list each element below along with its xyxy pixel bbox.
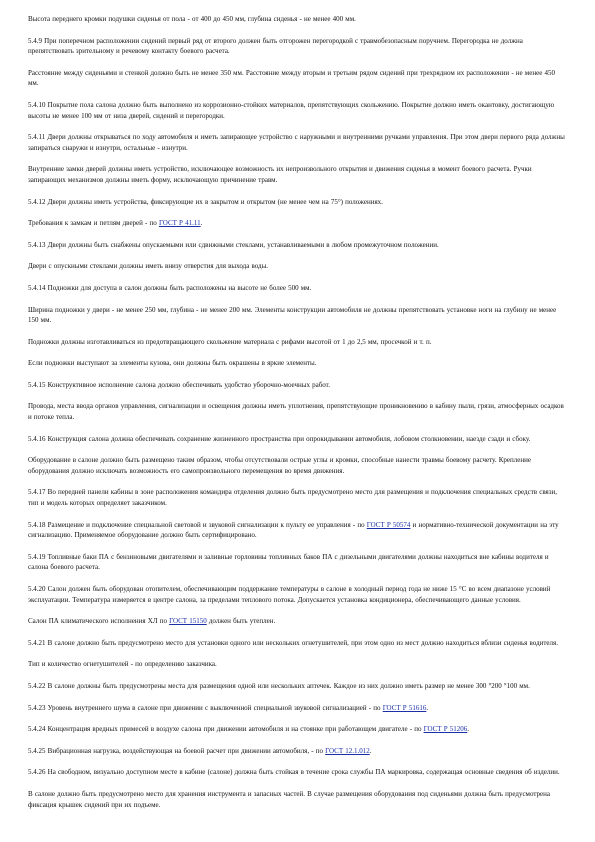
paragraph-text: . bbox=[200, 219, 203, 228]
paragraph: 5.4.20 Салон должен быть оборудован отопителем, обеспечивающим поддержание температуры в салоне в холодный период года не ниже 15 °С во всем диапазоне условий эксплуатации. Температура измеряется в центре салона, за пределами теплового потока. Допускается установка кондиционера, обеспечивающего данные условия. bbox=[28, 585, 551, 604]
paragraph bbox=[28, 520, 567, 541]
paragraph-text: 5.4.18 Размещение и подключение специальной световой и звуковой сигнализации к пульту ее управления - по bbox=[28, 520, 367, 529]
paragraph-text: Требования к замкам и петлям дверей - по bbox=[28, 219, 159, 228]
paragraph: 5.4.19 Топливные баки ПА с бензиновыми двигателями и заливные горловины топливных баков ПА с дизельными двигателями должны находиться вне кабины водителя и салона боевого расчета. bbox=[28, 552, 549, 572]
paragraph: Подножки должны изготавливаться из предотвращающего скольжение материала с рифами высотой от 1 до 2,5 мм, просечкой и т. п. bbox=[28, 337, 432, 346]
paragraph: Тип и количество огнетушителей - по определению заказчика. bbox=[28, 660, 217, 669]
paragraph-text: 5.4.24 Концентрация вредных примесей в воздухе салона при движении автомобиля и на стоянке при работающем двигателе - по bbox=[28, 725, 424, 734]
paragraph: В салоне должно быть предусмотрено место для хранения инструмента и запасных частей. В случае размещения оборудования под сиденьями должна быть предусмотрена фиксация крышек сидений при их подъеме. bbox=[28, 789, 551, 809]
paragraph-text: 5.4.23 Уровень внутреннего шума в салоне при движении с выключенной специальной звуковой сигнализацией - по bbox=[28, 703, 383, 712]
paragraph: 5.4.13 Двери должны быть снабжены опускаемыми или сдвижными стеклами, устанавливаемыми в любом промежуточном положении. bbox=[28, 240, 439, 249]
standard-link[interactable]: ГОСТ Р 51616 bbox=[382, 703, 427, 712]
paragraph: 5.4.12 Двери должны иметь устройства, фиксирующие их в закрытом и открытом (не менее чем на 75°) положениях. bbox=[28, 197, 383, 206]
standard-link[interactable]: ГОСТ Р 51206 bbox=[423, 725, 468, 734]
paragraph: 5.4.14 Подножки для доступа в салон должны быть расположены на высоте не более 500 мм. bbox=[28, 283, 312, 292]
paragraph-text: . bbox=[369, 746, 372, 755]
standard-link[interactable]: ГОСТ 15150 bbox=[169, 617, 207, 626]
paragraph: Провода, места ввода органов управления, сигнализации и освещения должны иметь уплотнения, препятствующие проникновению в кабину пыли, грязи, атмосферных осадков и потоке тепла. bbox=[28, 402, 564, 422]
paragraph-text: . bbox=[426, 703, 429, 712]
paragraph-text: и нормативно-технической документации на эту сигнализацию. Применяемое оборудование должно быть сертифицировано. bbox=[28, 520, 559, 540]
paragraph: 5.4.16 Конструкция салона должна обеспечивать сохранение жизненного пространства при опрокидывании автомобиля, лобовом столкновении, наезде сзади и сбоку. bbox=[28, 434, 531, 443]
paragraph: 5.4.10 Покрытие пола салона должно быть выполнено из коррозионно-стойких материалов, препятствующих скольжению. Покрытие должно иметь окантовку, достигающую высоты не менее 100 мм от низа дверей, сидений и перегородки. bbox=[28, 100, 555, 120]
paragraph: 5.4.11 Двери должны открываться по ходу автомобиля и иметь запирающее устройство с наружными и внутренними ручками управления. При этом двери первого ряда должны запираться снаружи и изнутри, остальные - изнутри. bbox=[28, 133, 565, 152]
paragraph: Ширина подножки у двери - не менее 250 мм, глубина - не менее 200 мм. Элементы конструкции автомобиля не должны препятствовать установке ноги на глубину не менее 150 мм. bbox=[28, 305, 557, 325]
paragraph-text: Салон ПА климатического исполнения ХЛ по bbox=[28, 617, 170, 626]
paragraph: Высота переднего кромки подушки сиденья от пола - от 400 до 450 мм, глубина сиденья - не менее 400 мм. bbox=[28, 15, 356, 23]
paragraph bbox=[28, 746, 567, 757]
standard-link[interactable]: ГОСТ 12.1.012 bbox=[325, 746, 370, 755]
paragraph: Внутренние замки дверей должны иметь устройство, исключающее возможность их непроизвольного открытия и движения сиденья в момент боевого расчета. Ручки запирающих механизмов должны иметь форму, исключающую причинение травм. bbox=[28, 165, 532, 184]
paragraph: 5.4.26 На свободном, визуально доступном месте в кабине (салоне) должна быть стойкая в течение срока службы ПА маркировка, содержащая основные сведения об изделии. bbox=[28, 768, 560, 777]
paragraph-text: . bbox=[467, 725, 470, 734]
paragraph-text: 5.4.25 Вибрационная нагрузка, воздействующая на боевой расчет при движении автомобиля, - по bbox=[28, 746, 326, 755]
paragraph: 5.4.15 Конструктивное исполнение салона должно обеспечивать удобство уборочно-моечных работ. bbox=[28, 380, 330, 389]
paragraph: 5.4.9 При поперечном расположении сидений первый ряд от второго должен быть отгорожен перегородкой с травмобезопасным поручнем. Перегородка не должна препятствовать зрительному и речевому контакту боевого расчета. bbox=[28, 36, 523, 56]
paragraph bbox=[28, 724, 567, 735]
paragraph: Двери с опускными стеклами должны иметь внизу отверстия для выхода воды. bbox=[28, 262, 269, 271]
paragraph bbox=[28, 703, 567, 714]
paragraph: 5.4.17 Во передней панели кабины в зоне расположения командира отделения должно быть предусмотрено место для размещения и подключения специальных средств связи, тип и модель которых определяет заказчиком. bbox=[28, 488, 558, 508]
paragraph bbox=[28, 218, 567, 229]
paragraph: Расстояние между сиденьями и стенкой должно быть не менее 350 мм. Расстояние между вторым и третьим рядом сидений при трехрядном их расположении - не менее 450 мм. bbox=[28, 68, 555, 88]
paragraph: 5.4.21 В салоне должно быть предусмотрено место для установки одного или нескольких огнетушителей, при этом одно из мест должно находиться вблизи сиденья водителя. bbox=[28, 638, 559, 647]
paragraph: Оборудование в салоне должно быть размещено таким образом, чтобы отсутствовали острые углы и кромки, способные нанести травмы боевому расчету. Крепление оборудования должно исключать возможность его самопроизвольного перемещения во время движения. bbox=[28, 456, 531, 475]
paragraph-text: должен быть утеплен. bbox=[206, 617, 276, 626]
paragraph bbox=[28, 616, 567, 627]
standard-link[interactable]: ГОСТ Р 50574 bbox=[366, 520, 411, 529]
paragraph: 5.4.22 В салоне должны быть предусмотрены места для размещения одной или нескольких аптечек. Каждое из них должно иметь размер не менее 300 ˟200 ˟100 мм. bbox=[28, 681, 530, 690]
paragraph: Если подножки выступают за элементы кузова, они должны быть окрашены в яркие элементы. bbox=[28, 359, 317, 368]
standard-link[interactable]: ГОСТ Р 41.11 bbox=[158, 219, 201, 228]
